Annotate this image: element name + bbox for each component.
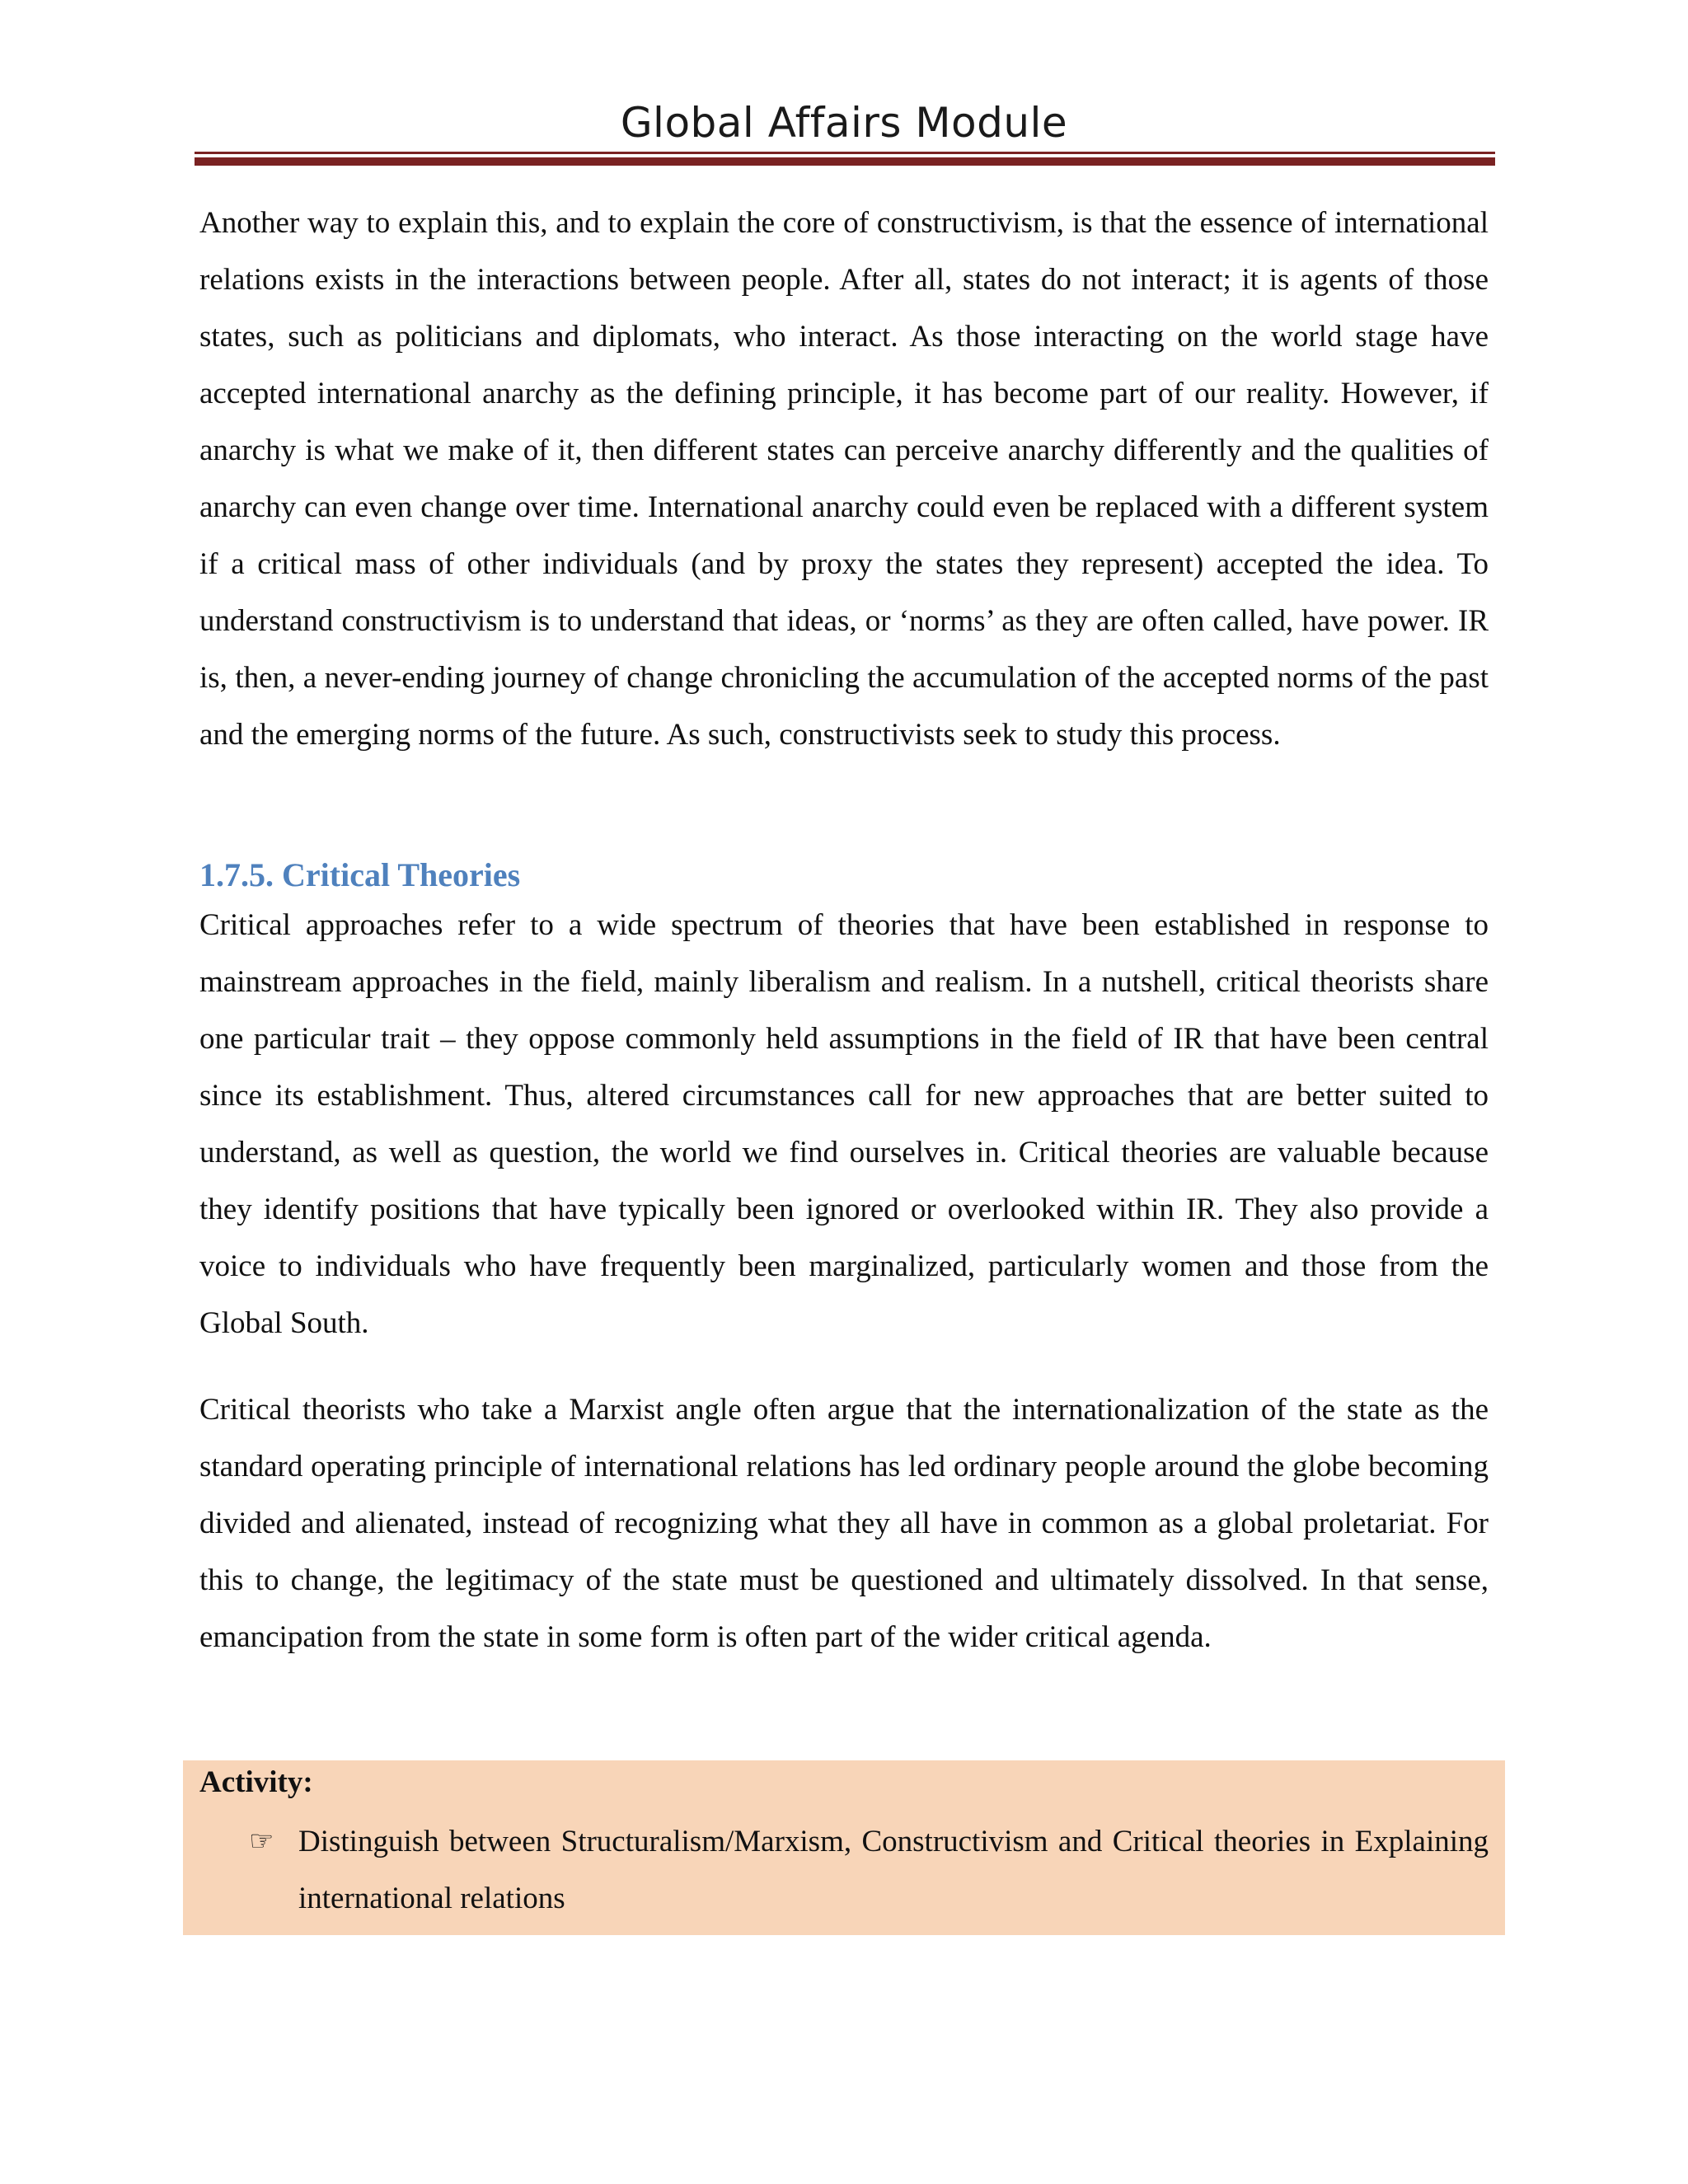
- paragraph-marxist-angle: Critical theorists who take a Marxist angle often argue that the internationalization of the state as the standard operating principle of international relations has led ordinary people around the globe becoming divided and alienated, instead of recognizing what they all have in common as a global proletariat. For this to change, the legitimacy of the state must be questioned and ultimately dissolved. In that sense, emancipation from the state in some form is often part of the wider critical agenda.: [199, 1393, 1489, 1654]
- paragraph-critical-approaches: Critical approaches refer to a wide spectrum of theories that have been established in response to mainstream approaches in the field, mainly liberalism and realism. In a nutshell, critical theorists share one particular trait – they oppose commonly held assumptions in the field of IR that have been central since its establishment. Thus, altered circumstances call for new approaches that are better suited to understand, as well as question, the world we find ourselves in. Critical theories are valuable because they identify positions that have typically been ignored or overlooked within IR. They also provide a voice to individuals who have frequently been marginalized, particularly women and those from the Global South.: [199, 908, 1489, 1340]
- activity-label: Activity:: [199, 1765, 313, 1799]
- activity-list-item: [249, 1813, 1489, 1927]
- running-header-title: Global Affairs Module: [620, 99, 1068, 147]
- paragraph-constructivism: Another way to explain this, and to explain the core of constructivism, is that the essence of international relations exists in the interactions between people. After all, states do not interact; it is agents of those states, such as politicians and diplomats, who interact. As those interacting on the world stage have accepted international anarchy as the defining principle, it has become part of our reality. However, if anarchy is what we make of it, then different states can perceive anarchy differently and the qualities of anarchy can even change over time. International anarchy could even be replaced with a different system if a critical mass of other individuals (and by proxy the states they represent) accepted the idea. To understand constructivism is to understand that ideas, or ‘norms’ as they are often called, have power. IR is, then, a never-ending journey of change chronicling the accumulation of the accepted norms of the past and the emerging norms of the future. As such, constructivists seek to study this process.: [199, 206, 1489, 752]
- activity-item-text: Distinguish between Structuralism/Marxism, Constructivism and Critical theories in Explaining international relations: [298, 1825, 1489, 1915]
- header-rule-thin: [195, 152, 1495, 154]
- pointing-hand-icon: ☞: [249, 1825, 274, 1858]
- section-heading-critical-theories: 1.7.5. Critical Theories: [199, 856, 521, 893]
- header-rule-thick: [195, 157, 1495, 166]
